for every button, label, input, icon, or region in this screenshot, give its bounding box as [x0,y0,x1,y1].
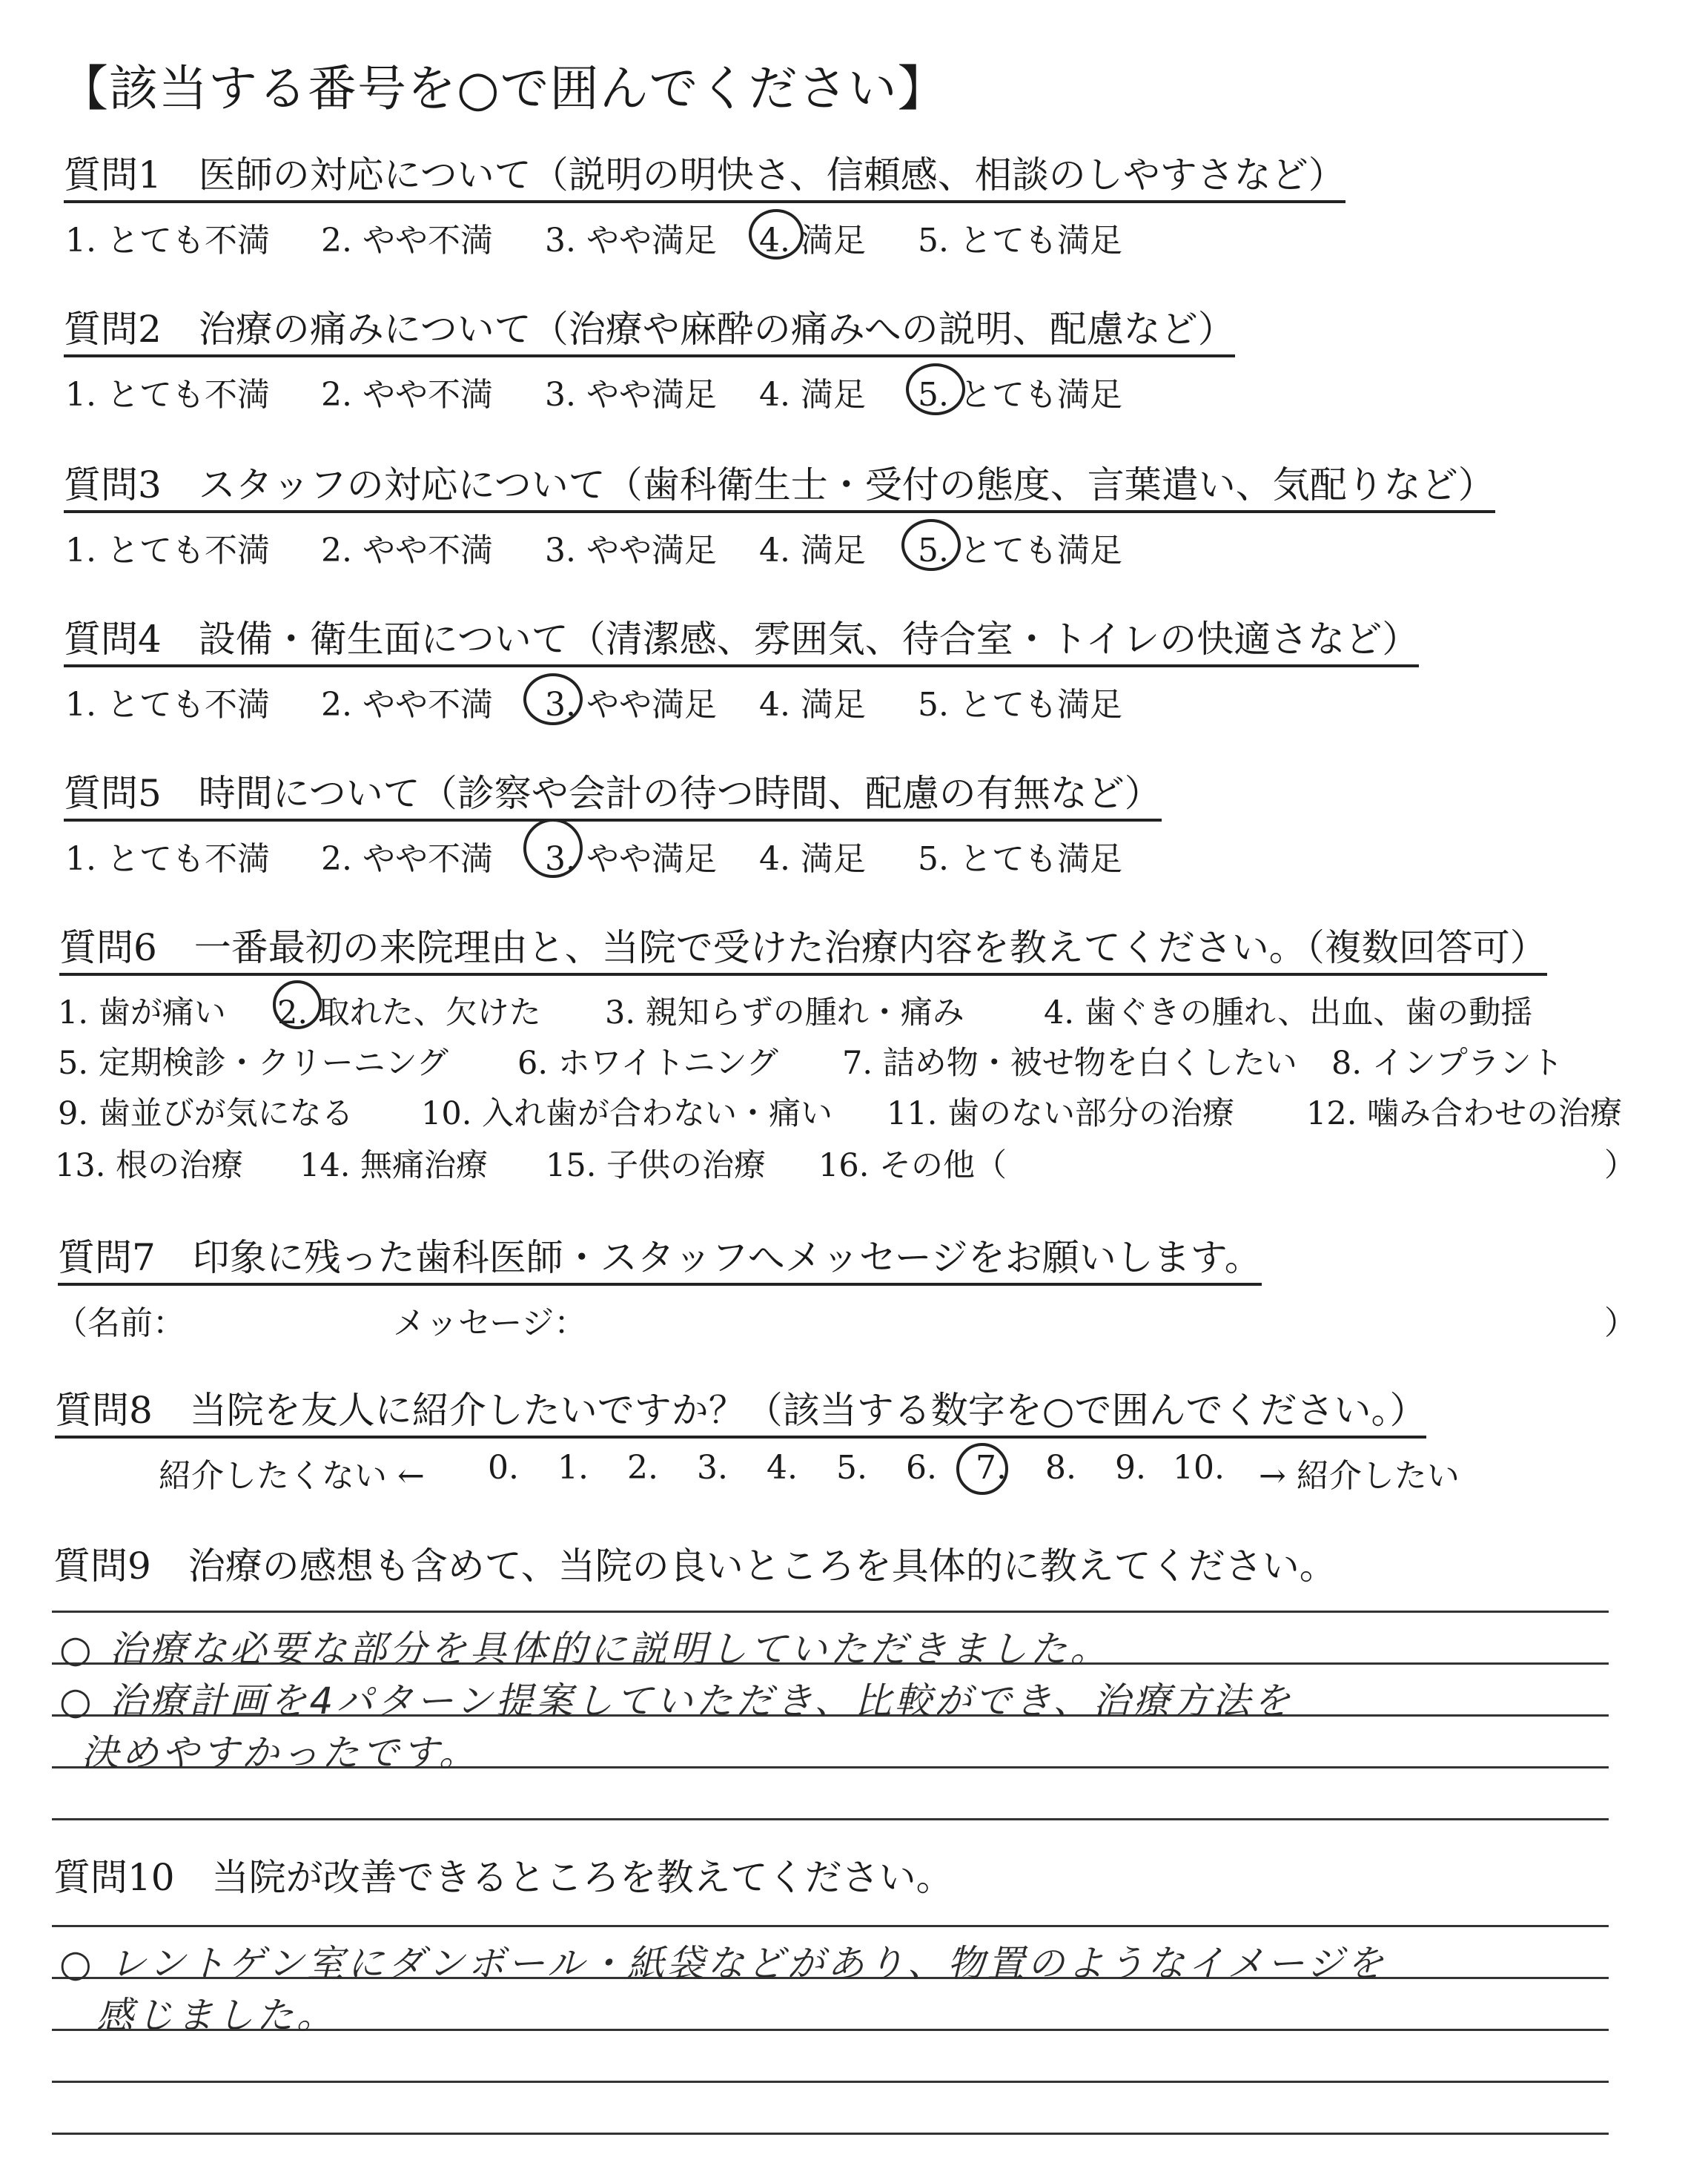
q8-option-6[interactable]: 6. [906,1449,937,1487]
question-4-options [65,678,1251,722]
q7-close-paren: ） [1604,1304,1637,1342]
q4-selection-circle [523,673,583,725]
q4-option-3[interactable]: 3. やや満足 [545,686,717,724]
q9-handwritten-line-3: 決めやすかったです。 [82,1731,479,1774]
q6-option-16-close: ） [1604,1147,1636,1184]
q3-option-2[interactable]: 2. やや不満 [321,532,493,569]
q3-option-3[interactable]: 3. やや満足 [545,532,717,569]
q3-selection-circle [901,519,961,571]
q6-option-3[interactable]: 3. 親知らずの腫れ・痛み [605,994,964,1031]
q2-selection-circle [906,363,965,415]
q10-handwritten-line-2: 感じました。 [96,1994,337,2037]
q3-option-4[interactable]: 4. 満足 [759,532,866,569]
q1-selection-circle [749,209,804,260]
q8-option-4[interactable]: 4. [767,1449,798,1487]
question-7-heading: 質問7 印象に残った歯科医師・スタッフへメッセージをお願いします。 [58,1237,1262,1286]
q6-option-12[interactable]: 12. 噛み合わせの治療 [1306,1095,1623,1132]
q8-option-0[interactable]: 0. [488,1449,519,1487]
q9-answer-line-1 [52,1611,1609,1613]
question-3-options [65,524,1251,568]
q6-selection-circle [273,980,322,1029]
q6-option-7[interactable]: 7. 詰め物・被せ物を白くしたい [842,1045,1297,1082]
q6-option-8[interactable]: 8. インプラント [1331,1045,1563,1082]
q8-right-label: → 紹介したい [1259,1457,1460,1495]
question-1-options [65,214,1251,258]
q10-handwritten-line-1: ○ レントゲン室にダンボール・紙袋などがあり、物置のようなイメージを [59,1942,1387,1985]
question-4-heading: 質問4 設備・衛生面について（清潔感、雰囲気、待合室・トイレの快適さなど） [64,618,1419,667]
q2-option-1[interactable]: 1. とても不満 [65,376,270,414]
q3-option-1[interactable]: 1. とても不満 [65,532,270,569]
q6-option-13[interactable]: 13. 根の治療 [55,1147,244,1184]
q4-option-1[interactable]: 1. とても不満 [65,686,270,724]
q1-option-5[interactable]: 5. とても満足 [918,222,1122,260]
q8-option-3[interactable]: 3. [697,1449,728,1487]
question-5-options [65,832,1251,876]
q5-option-2[interactable]: 2. やや不満 [321,840,493,878]
q6-option-4[interactable]: 4. 歯ぐきの腫れ、出血、歯の動揺 [1044,994,1533,1031]
q10-answer-line-4 [52,2081,1609,2083]
question-5-heading: 質問5 時間について（診察や会計の待つ時間、配慮の有無など） [64,773,1162,822]
q8-option-8[interactable]: 8. [1045,1449,1076,1487]
q9-answer-line-5 [52,1818,1609,1820]
q5-option-1[interactable]: 1. とても不満 [65,840,270,878]
q1-option-1[interactable]: 1. とても不満 [65,222,270,260]
q8-option-5[interactable]: 5. [836,1449,867,1487]
q2-option-3[interactable]: 3. やや満足 [545,376,717,414]
q8-scale [159,1449,1493,1493]
question-3-heading: 質問3 スタッフの対応について（歯科衛生士・受付の態度、言葉遣い、気配りなど） [64,464,1495,513]
q4-option-5[interactable]: 5. とても満足 [918,686,1122,724]
q8-left-label: 紹介したくない ← [159,1457,425,1495]
q8-option-9[interactable]: 9. [1115,1449,1146,1487]
q6-option-15[interactable]: 15. 子供の治療 [546,1147,767,1184]
q2-option-4[interactable]: 4. 満足 [759,376,866,414]
q7-name-label: （名前： [55,1304,185,1342]
q10-answer-line-1 [52,1925,1609,1927]
q1-option-4[interactable]: 4. 満足 [759,222,866,260]
q5-option-4[interactable]: 4. 満足 [759,840,866,878]
q8-option-1[interactable]: 1. [557,1449,589,1487]
q2-option-5[interactable]: 5. とても満足 [918,376,1122,414]
q8-option-2[interactable]: 2. [627,1449,658,1487]
q1-option-2[interactable]: 2. やや不満 [321,222,493,260]
q4-option-2[interactable]: 2. やや不満 [321,686,493,724]
question-2-options [65,368,1251,412]
q4-option-4[interactable]: 4. 満足 [759,686,866,724]
q6-option-9[interactable]: 9. 歯並びが気になる [58,1095,354,1132]
q5-option-5[interactable]: 5. とても満足 [918,840,1122,878]
page-title: 【該当する番号を○で囲んでください】 [59,60,947,117]
q9-handwritten-line-1: ○ 治療な必要な部分を具体的に説明していただきました。 [59,1628,1110,1671]
q6-option-5[interactable]: 5. 定期検診・クリーニング [58,1045,448,1082]
question-10-heading: 質問10 当院が改善できるところを教えてください。 [53,1856,953,1899]
q6-option-2[interactable]: 2. 取れた、欠けた [277,994,541,1031]
q6-option-16[interactable]: 16. その他（ [818,1147,1007,1184]
q5-option-3[interactable]: 3. やや満足 [545,840,717,878]
question-9-heading: 質問9 治療の感想も含めて、当院の良いところを具体的に教えてください。 [53,1545,1337,1588]
question-6-heading: 質問6 一番最初の来院理由と、当院で受けた治療内容を教えてください。（複数回答可） [59,927,1547,976]
question-8-heading: 質問8 当院を友人に紹介したいですか？（該当する数字を○で囲んでください。） [55,1390,1426,1439]
q2-option-2[interactable]: 2. やや不満 [321,376,493,414]
q6-option-11[interactable]: 11. 歯のない部分の治療 [887,1095,1235,1132]
q1-option-3[interactable]: 3. やや満足 [545,222,717,260]
q6-option-14[interactable]: 14. 無痛治療 [299,1147,489,1184]
q3-option-5[interactable]: 5. とても満足 [918,532,1122,569]
q7-message-label: メッセージ： [393,1304,587,1342]
q6-option-1[interactable]: 1. 歯が痛い [58,994,226,1031]
question-2-heading: 質問2 治療の痛みについて（治療や麻酔の痛みへの説明、配慮など） [64,308,1235,357]
q8-option-7[interactable]: 7. [976,1449,1007,1487]
q8-selection-circle [956,1443,1008,1495]
q10-answer-line-5 [52,2133,1609,2135]
q9-handwritten-line-2: ○ 治療計画を4パターン提案していただき、比較ができ、治療方法を [59,1680,1294,1723]
q6-option-10[interactable]: 10. 入れ歯が合わない・痛い [421,1095,833,1132]
q5-selection-circle [523,819,583,878]
q6-option-6[interactable]: 6. ホワイトニング [517,1045,778,1082]
q8-option-10[interactable]: 10. [1173,1449,1225,1487]
question-1-heading: 質問1 医師の対応について（説明の明快さ、信頼感、相談のしやすさなど） [64,154,1345,203]
